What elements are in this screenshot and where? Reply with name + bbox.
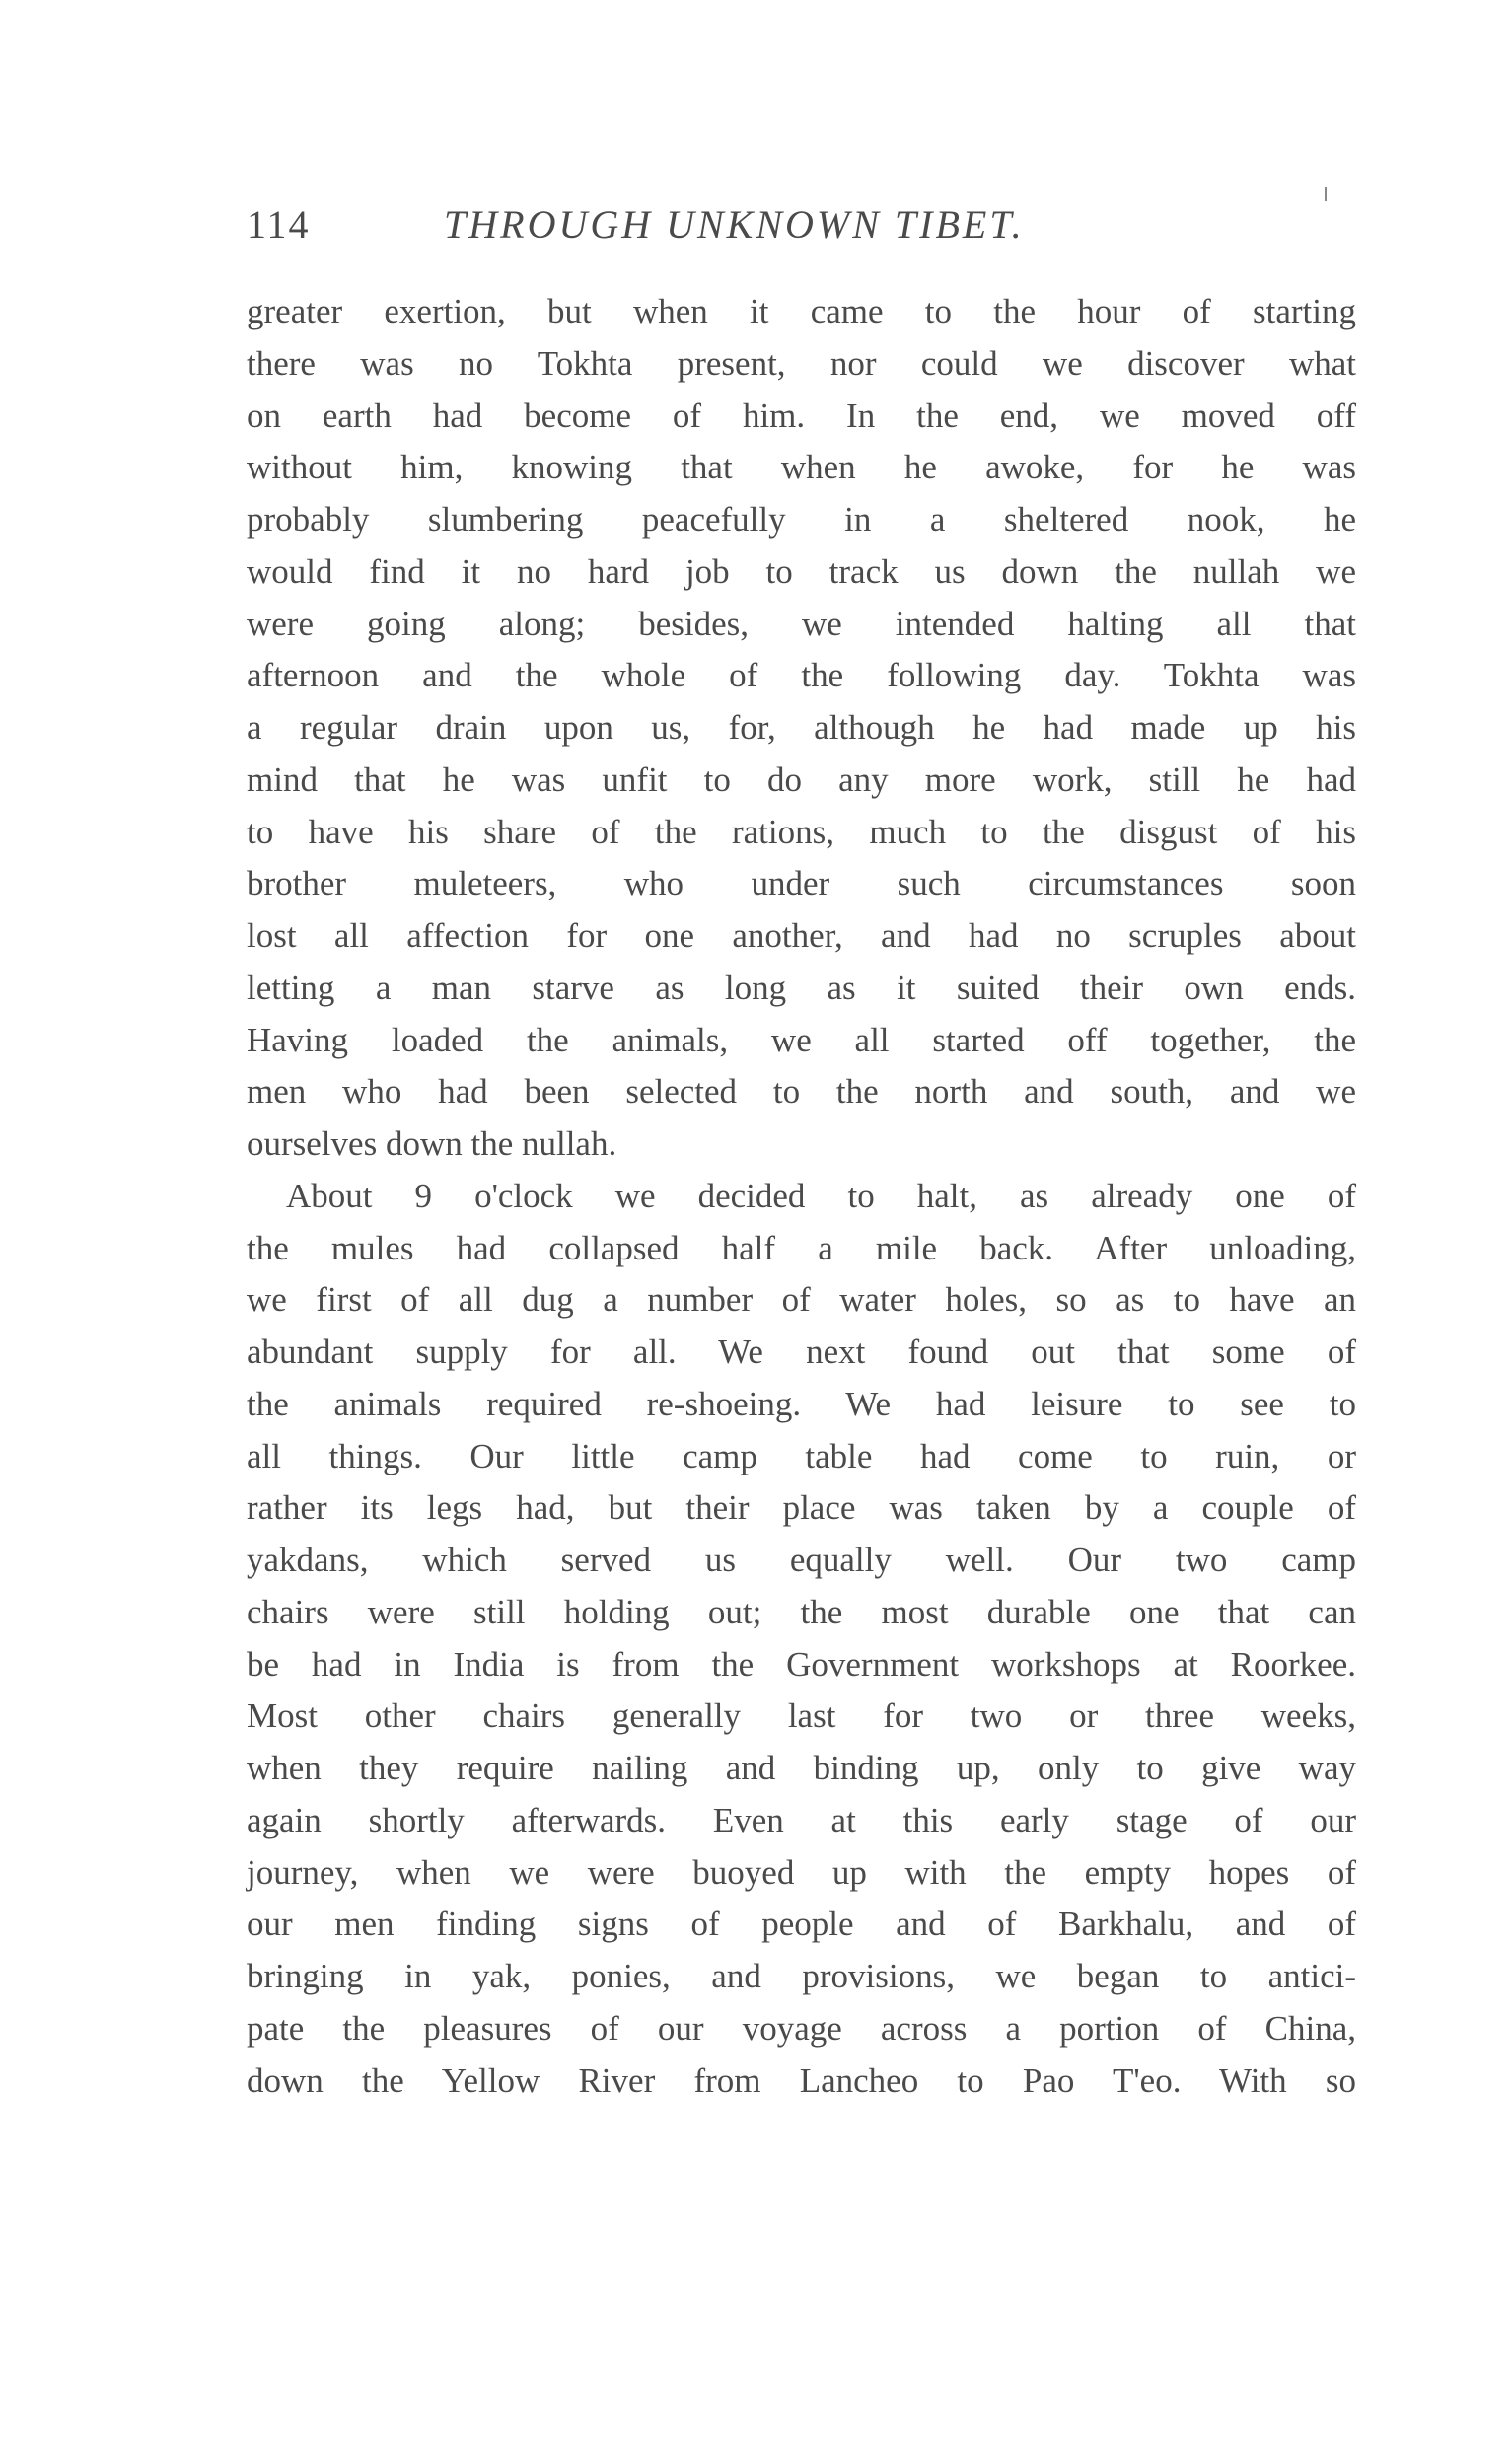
text-line: down the Yellow River from Lancheo to Pao T'eo. With so <box>247 2060 1356 2100</box>
text-line: men who had been selected to the north and south, and we <box>247 1072 1356 1112</box>
text-line: brother muleteers, who under such circumstances soon <box>247 864 1356 903</box>
text-line: were going along; besides, we intended halting all that <box>247 604 1356 643</box>
text-line: Most other chairs generally last for two or three weeks, <box>247 1696 1356 1736</box>
text-line: abundant supply for all. We next found out that some of <box>247 1332 1356 1371</box>
text-line: yakdans, which served us equally well. Our two camp <box>247 1541 1356 1579</box>
text-line: we first of all dug a number of water holes, so as to have an <box>247 1280 1356 1320</box>
text-line: all things. Our little camp table had come to ruin, or <box>247 1436 1356 1475</box>
text-line: our men finding signs of people and of Barkhalu, and of <box>247 1905 1356 1944</box>
text-line: on earth had become of him. In the end, we moved off <box>247 396 1356 435</box>
running-head <box>247 201 1174 260</box>
text-line: afternoon and the whole of the following day. Tokhta was <box>247 656 1356 695</box>
text-line: the mules had collapsed half a mile back. After unloading, <box>247 1228 1356 1267</box>
text-line: to have his share of the rations, much to the disgust of his <box>247 812 1356 851</box>
text-line: About 9 o'clock we decided to halt, as already one of <box>286 1176 1356 1215</box>
page-number: 114 <box>247 202 311 247</box>
text-line: be had in India is from the Government workshops at Roorkee. <box>247 1644 1356 1684</box>
text-line: mind that he was unfit to do any more work, still he had <box>247 759 1356 799</box>
text-line: when they require nailing and binding up, only to give way <box>247 1749 1356 1787</box>
text-line: ourselves down the nullah. <box>247 1124 617 1163</box>
margin-mark <box>1325 187 1327 201</box>
text-line: probably slumbering peacefully in a sheltered nook, he <box>247 500 1356 539</box>
text-line: bringing in yak, ponies, and provisions, we began to antici- <box>247 1957 1356 1995</box>
running-title: THROUGH UNKNOWN TIBET. <box>444 202 1025 247</box>
text-line: would find it no hard job to track us down the nullah we <box>247 551 1356 591</box>
text-line: a regular drain upon us, for, although he had made up his <box>247 708 1356 747</box>
text-line: the animals required re-shoeing. We had leisure to see to <box>247 1384 1356 1423</box>
text-line: pate the pleasures of our voyage across a portion of China, <box>247 2008 1356 2048</box>
text-line: again shortly afterwards. Even at this early stage of our <box>247 1800 1356 1839</box>
text-line: letting a man starve as long as it suited their own ends. <box>247 968 1356 1007</box>
text-line: rather its legs had, but their place was taken by a couple of <box>247 1488 1356 1528</box>
text-line: journey, when we were buoyed up with the empty hopes of <box>247 1852 1356 1892</box>
text-line: chairs were still holding out; the most durable one that can <box>247 1592 1356 1631</box>
body-text <box>247 286 1356 2107</box>
text-line: without him, knowing that when he awoke, for he was <box>247 448 1356 487</box>
text-line: lost all affection for one another, and had no scruples about <box>247 916 1356 955</box>
text-line: greater exertion, but when it came to the hour of starting <box>247 292 1356 330</box>
text-line: Having loaded the animals, we all started off together, the <box>247 1020 1356 1059</box>
text-line: there was no Tokhta present, nor could we discover what <box>247 343 1356 383</box>
